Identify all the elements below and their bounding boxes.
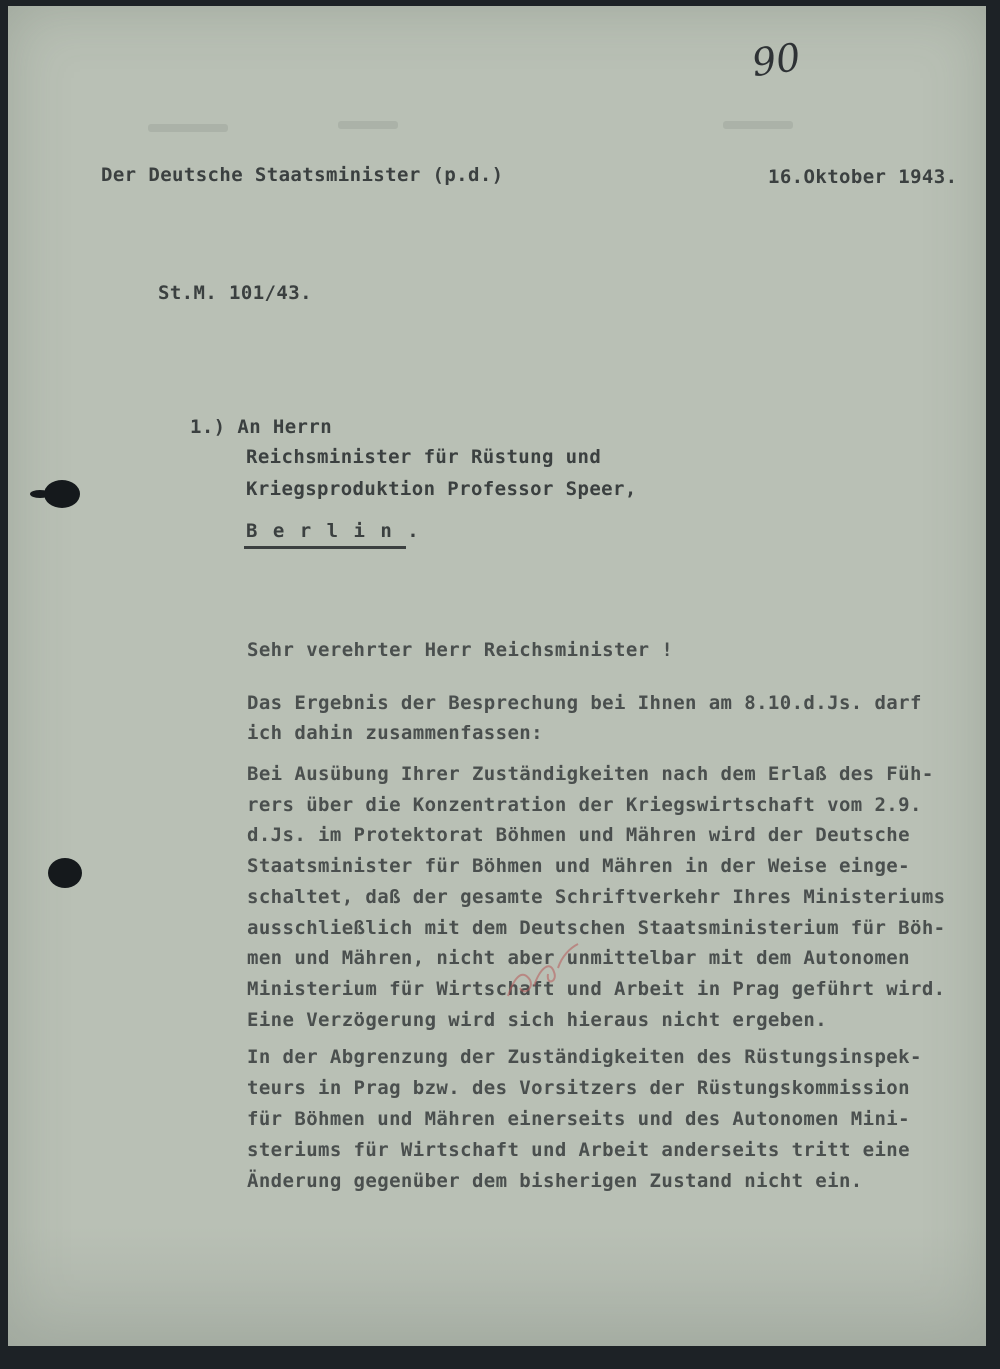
salutation: Sehr verehrter Herr Reichsminister ! [247, 639, 674, 661]
paragraph-3-line: teurs in Prag bzw. des Vorsitzers der Rüstungskommission [247, 1077, 910, 1099]
paragraph-2-line: Bei Ausübung Ihrer Zuständigkeiten nach dem Erlaß des Füh- [247, 763, 934, 785]
paragraph-1-line: ich dahin zusammenfassen: [247, 722, 543, 744]
recipient-line-1: 1.) An Herrn [190, 416, 333, 438]
show-through-mark [723, 121, 793, 129]
city-underline [244, 546, 406, 549]
recipient-city: B e r l i n . [246, 520, 421, 542]
pencil-page-number: 90 [749, 34, 804, 86]
paragraph-2-line: men und Mähren, nicht aber unmittelbar mit dem Autonomen [247, 947, 910, 969]
paragraph-2-line: schaltet, daß der gesamte Schriftverkehr Ihres Ministeriums [247, 886, 946, 908]
recipient-line-2: Reichsminister für Rüstung und [246, 446, 602, 468]
paragraph-3-line: In der Abgrenzung der Zuständigkeiten des Rüstungsinspek- [247, 1046, 922, 1068]
paragraph-2-line: Staatsminister für Böhmen und Mähren in der Weise einge- [247, 855, 910, 877]
paragraph-3-line: für Böhmen und Mähren einerseits und des Autonomen Mini- [247, 1108, 910, 1130]
show-through-mark [338, 121, 398, 129]
red-ink-scribble [500, 938, 584, 1006]
paragraph-1-line: Das Ergebnis der Besprechung bei Ihnen am 8.10.d.Js. darf [247, 692, 922, 714]
paragraph-2-line: rers über die Konzentration der Kriegswirtschaft vom 2.9. [247, 794, 922, 816]
sender-line: Der Deutsche Staatsminister (p.d.) [101, 164, 504, 186]
date-line: 16.Oktober 1943. [768, 166, 958, 188]
recipient-line-3: Kriegsproduktion Professor Speer, [246, 478, 637, 500]
paragraph-3-line: steriums für Wirtschaft und Arbeit anderseits tritt eine [247, 1139, 910, 1161]
paragraph-2-line: Ministerium für Wirtschaft und Arbeit in Prag geführt wird. [247, 978, 946, 1000]
paragraph-2-line: ausschließlich mit dem Deutschen Staatsministerium für Böh- [247, 917, 946, 939]
paragraph-3-line: Änderung gegenüber dem bisherigen Zustand nicht ein. [247, 1170, 863, 1192]
paragraph-2-line: Eine Verzögerung wird sich hieraus nicht ergeben. [247, 1009, 828, 1031]
show-through-mark [148, 124, 228, 132]
paragraph-2-line: d.Js. im Protektorat Böhmen und Mähren wird der Deutsche [247, 824, 910, 846]
punch-hole [48, 858, 82, 888]
punch-hole [30, 490, 50, 498]
reference-number: St.M. 101/43. [158, 282, 312, 304]
